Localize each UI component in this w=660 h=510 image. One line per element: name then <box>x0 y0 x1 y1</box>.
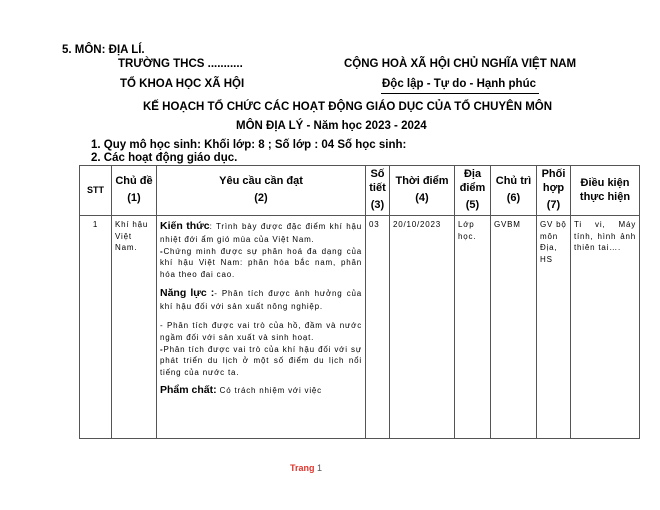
skill-3-text: Phân tích được vai trò của khí hậu đối với sự phát triển du lịch ở một số điểm du lịch nổi tiếng của nước ta. <box>160 344 362 377</box>
req-skill-2 <box>160 320 362 378</box>
cell-stt: 1 <box>80 216 112 439</box>
header-stt <box>80 166 112 216</box>
header-coop-label: Phối hợp <box>541 168 566 195</box>
req-knowledge <box>160 219 362 281</box>
header-coop <box>537 166 571 216</box>
skill-3-mark: - <box>160 344 164 354</box>
skill-label: Năng lực : <box>160 286 215 299</box>
school-name: TRƯỜNG THCS ........... <box>118 58 243 70</box>
department-name: TỔ KHOA HỌC XÃ HỘI <box>120 78 245 90</box>
knowledge-2-text: Chứng minh được sự phân hoá đa dạng của khí hậu Việt Nam: phân hóa bắc nam, phân hóa theo đai cao. <box>160 246 362 279</box>
cell-conditions: Ti vi, Máy tính, hình ảnh thiên tai…. <box>571 216 640 439</box>
item-student-scale: 1. Quy mô học sinh: Khối lớp: 8 ; Số lớp : 04 Số học sinh: <box>91 139 407 151</box>
header-topic-label: Chủ đề <box>115 175 153 188</box>
req-skill <box>160 286 362 313</box>
motto-underline <box>381 93 539 94</box>
cell-lead: GVBM <box>491 216 537 439</box>
header-place-label: Địa điểm <box>459 168 486 195</box>
header-lead <box>491 166 537 216</box>
cell-requirements <box>157 216 366 439</box>
table-row <box>80 216 640 439</box>
education-plan-table <box>79 165 640 439</box>
skill-2-text: - Phân tích được vai trò của hồ, đầm và nước ngầm đối với sản xuất và sinh hoạt. <box>160 321 362 342</box>
header-time-label: Thời điểm <box>395 175 449 188</box>
header-lead-num: (6) <box>506 192 521 204</box>
knowledge-text: : Trình bày được đặc điểm khí hậu nhiệt đới ẩm gió mùa của Việt Nam. <box>160 222 362 245</box>
plan-title: KẾ HOẠCH TỔ CHỨC CÁC HOẠT ĐỘNG GIÁO DỤC CỦA TỔ CHUYÊN MÔN <box>143 101 553 113</box>
footer-label: Trang <box>290 463 315 473</box>
quality-label: Phẩm chất: <box>160 384 217 397</box>
page-footer <box>290 463 322 473</box>
cell-time: 20/10/2023 <box>390 216 455 439</box>
header-req-num: (2) <box>254 192 268 204</box>
header-topic-num: (1) <box>127 192 141 204</box>
knowledge-2-mark: - <box>160 246 164 256</box>
cell-coop: GV bộ môn Địa, HS <box>537 216 571 439</box>
cell-periods: 03 <box>366 216 390 439</box>
header-stt-label: STT <box>87 184 104 195</box>
header-periods-label: Số tiết <box>369 168 386 195</box>
cell-place: Lớp học. <box>455 216 491 439</box>
header-conditions <box>571 166 640 216</box>
header-time-num: (4) <box>415 192 429 204</box>
header-coop-num: (7) <box>546 198 561 211</box>
table-header-row <box>80 166 640 216</box>
header-requirements <box>157 166 366 216</box>
skill-text: - Phân tích được ảnh hưởng của khí hậu đối với sản xuất nông nghiệp. <box>160 288 362 311</box>
header-lead-label: Chủ trì <box>495 175 532 188</box>
footer-page-number: 1 <box>317 463 323 473</box>
motto: Độc lập - Tự do - Hạnh phúc <box>382 78 536 90</box>
header-place <box>455 166 491 216</box>
header-time <box>390 166 455 216</box>
plan-subtitle: MÔN ĐỊA LÝ - Năm học 2023 - 2024 <box>236 120 427 132</box>
quality-text: Có trách nhiệm với việc <box>216 386 322 396</box>
header-periods-num: (3) <box>370 198 385 211</box>
header-req-label: Yêu cầu cần đạt <box>219 175 303 188</box>
header-topic <box>112 166 157 216</box>
header-cond-label: Điều kiện thực hiện <box>579 176 631 203</box>
item-activities: 2. Các hoạt động giáo dục. <box>91 152 238 164</box>
knowledge-label: Kiến thức <box>160 220 210 232</box>
header-place-num: (5) <box>465 198 480 211</box>
cell-topic: Khí hậu Việt Nam. <box>112 216 157 439</box>
country-name: CỘNG HOÀ XÃ HỘI CHỦ NGHĨA VIỆT NAM <box>344 58 577 70</box>
header-periods <box>366 166 390 216</box>
req-quality <box>160 383 362 398</box>
section-title: 5. MÔN: ĐỊA LÍ. <box>62 44 145 56</box>
